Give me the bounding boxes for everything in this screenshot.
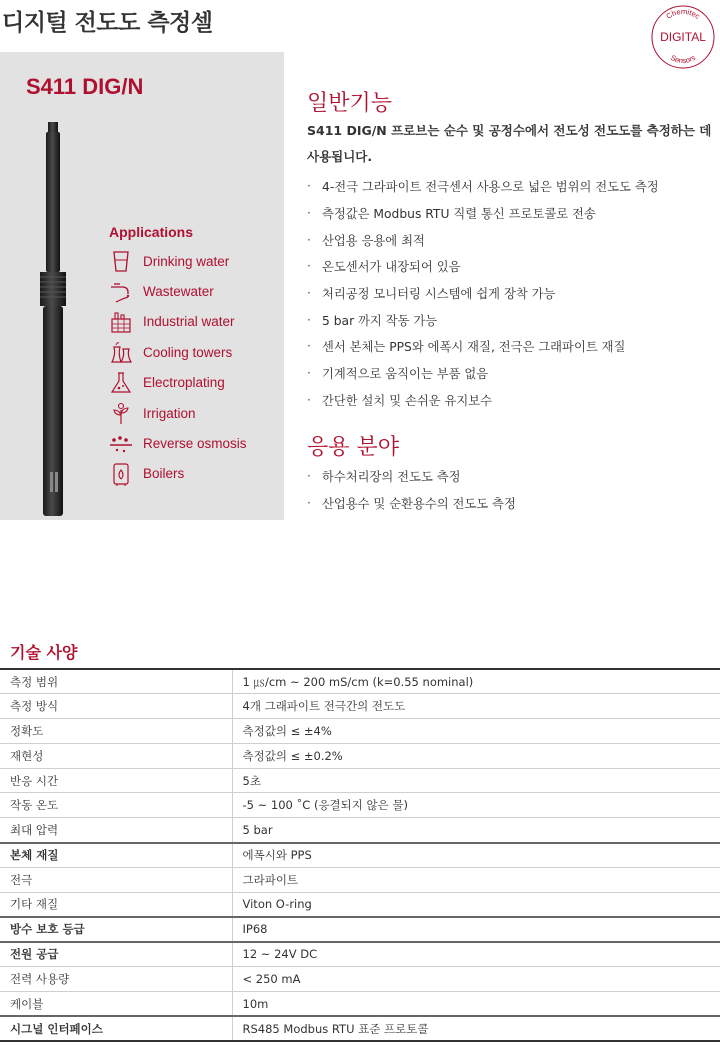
spec-value: 그라파이트 bbox=[232, 867, 720, 892]
spec-label: 측정 범위 bbox=[0, 669, 232, 694]
spec-value: 측정값의 ≤ ±0.2% bbox=[232, 743, 720, 768]
spec-row bbox=[0, 843, 720, 868]
spec-value: 12 ~ 24V DC bbox=[232, 942, 720, 967]
logo-bottom-text: Sensors bbox=[669, 52, 698, 66]
faucet-icon bbox=[108, 279, 134, 305]
spec-value: 10m bbox=[232, 991, 720, 1016]
application-item bbox=[108, 368, 247, 398]
spec-row bbox=[0, 818, 720, 843]
general-intro: S411 DIG/N 프로브는 순수 및 공정수에서 전도성 전도도를 측정하는 데 사용됩니다. bbox=[307, 123, 712, 164]
spec-value: 1 ㎲/cm ~ 200 mS/cm (k=0.55 nominal) bbox=[232, 669, 720, 694]
spec-row bbox=[0, 917, 720, 942]
spec-label: 작동 온도 bbox=[0, 793, 232, 818]
spec-value: 에폭시와 PPS bbox=[232, 843, 720, 868]
spec-row bbox=[0, 669, 720, 694]
spec-label: 전원 공급 bbox=[0, 942, 232, 967]
application-item bbox=[108, 398, 247, 428]
spec-value: < 250 mA bbox=[232, 967, 720, 992]
spec-label: 본체 재질 bbox=[0, 843, 232, 868]
application-label: Drinking water bbox=[143, 253, 230, 269]
feature-item: · 간단한 설치 및 손쉬운 유지보수 bbox=[307, 392, 493, 408]
feature-item: · 측정값은 Modbus RTU 직렬 통신 프로토콜로 전송 bbox=[307, 206, 596, 222]
spec-title: 기술 사양 bbox=[10, 643, 78, 662]
spec-label: 반응 시간 bbox=[0, 768, 232, 793]
usage-list bbox=[307, 463, 516, 516]
application-label: Industrial water bbox=[143, 314, 235, 330]
spec-label: 최대 압력 bbox=[0, 818, 232, 843]
spec-label: 케이블 bbox=[0, 991, 232, 1016]
usage-title: 응용 분야 bbox=[307, 435, 400, 460]
spec-row bbox=[0, 1016, 720, 1041]
spec-row bbox=[0, 743, 720, 768]
logo-top-text: Chemitec bbox=[664, 6, 702, 21]
general-title: 일반기능 bbox=[307, 91, 393, 116]
spec-row bbox=[0, 793, 720, 818]
feature-item: · 산업용 응용에 최적 bbox=[307, 232, 425, 248]
spec-label: 시그널 인터페이스 bbox=[0, 1016, 232, 1041]
feature-list bbox=[307, 173, 659, 413]
spec-row bbox=[0, 991, 720, 1016]
cooling-tower-icon bbox=[108, 339, 134, 365]
boiler-icon bbox=[108, 461, 134, 487]
spec-label: 전력 사용량 bbox=[0, 967, 232, 992]
spec-value: RS485 Modbus RTU 표준 프로토콜 bbox=[232, 1016, 720, 1041]
spec-label: 정확도 bbox=[0, 719, 232, 744]
feature-item: · 처리공정 모니터링 시스템에 쉽게 장착 가능 bbox=[307, 286, 556, 302]
factory-icon bbox=[108, 309, 134, 335]
chemitec-digital-logo bbox=[650, 4, 716, 70]
application-label: Reverse osmosis bbox=[143, 436, 247, 452]
spec-value: IP68 bbox=[232, 917, 720, 942]
probe-sensor-image bbox=[36, 122, 76, 522]
flask-icon bbox=[108, 370, 134, 396]
application-label: Wastewater bbox=[143, 284, 214, 300]
application-label: Boilers bbox=[143, 466, 185, 482]
application-item bbox=[108, 246, 247, 276]
application-item bbox=[108, 276, 247, 306]
feature-item: · 기계적으로 움직이는 부품 없음 bbox=[307, 366, 489, 382]
spec-row bbox=[0, 719, 720, 744]
spec-label: 방수 보호 등급 bbox=[0, 917, 232, 942]
applications-list bbox=[108, 246, 247, 489]
logo-main-text: DIGITAL bbox=[660, 30, 706, 44]
feature-item: · 5 bar 까지 작동 가능 bbox=[307, 312, 438, 328]
application-item bbox=[108, 337, 247, 367]
spec-value: 5 bar bbox=[232, 818, 720, 843]
spec-value: Viton O-ring bbox=[232, 892, 720, 917]
page-title: 디지털 전도도 측정셀 bbox=[2, 10, 213, 36]
svg-text:Sensors bbox=[669, 53, 697, 65]
usage-item: · 하수처리장의 전도도 측정 bbox=[307, 469, 461, 485]
spec-label: 기타 재질 bbox=[0, 892, 232, 917]
spec-value: 4개 그래파이트 전극간의 전도도 bbox=[232, 694, 720, 719]
feature-item: · 센서 본체는 PPS와 에폭시 재질, 전극은 그래파이트 재질 bbox=[307, 339, 626, 355]
spec-table bbox=[0, 668, 720, 1042]
spec-label: 측정 방식 bbox=[0, 694, 232, 719]
feature-item: · 온도센서가 내장되어 있음 bbox=[307, 259, 461, 275]
glass-icon bbox=[108, 248, 134, 274]
product-panel bbox=[0, 52, 284, 520]
application-item bbox=[108, 307, 247, 337]
spec-row bbox=[0, 892, 720, 917]
application-item bbox=[108, 428, 247, 458]
usage-item: · 산업용수 및 순환용수의 전도도 측정 bbox=[307, 496, 516, 512]
spec-row bbox=[0, 942, 720, 967]
spec-label: 재현성 bbox=[0, 743, 232, 768]
applications-heading: Applications bbox=[109, 224, 194, 240]
spec-row bbox=[0, 768, 720, 793]
spec-value: -5 ~ 100 ˚C (응결되지 않은 물) bbox=[232, 793, 720, 818]
feature-item: · 4-전극 그라파이트 전극센서 사용으로 넓은 범위의 전도도 측정 bbox=[307, 179, 659, 195]
application-label: Electroplating bbox=[143, 375, 225, 391]
application-label: Cooling towers bbox=[143, 344, 233, 360]
application-item bbox=[108, 459, 247, 489]
spec-label: 전극 bbox=[0, 867, 232, 892]
plant-icon bbox=[108, 400, 134, 426]
product-name: S411 DIG/N bbox=[26, 74, 144, 99]
spec-value: 5초 bbox=[232, 768, 720, 793]
application-label: Irrigation bbox=[143, 405, 196, 421]
membrane-icon bbox=[108, 431, 134, 457]
spec-row bbox=[0, 867, 720, 892]
spec-row bbox=[0, 694, 720, 719]
spec-value: 측정값의 ≤ ±4% bbox=[232, 719, 720, 744]
spec-row bbox=[0, 967, 720, 992]
